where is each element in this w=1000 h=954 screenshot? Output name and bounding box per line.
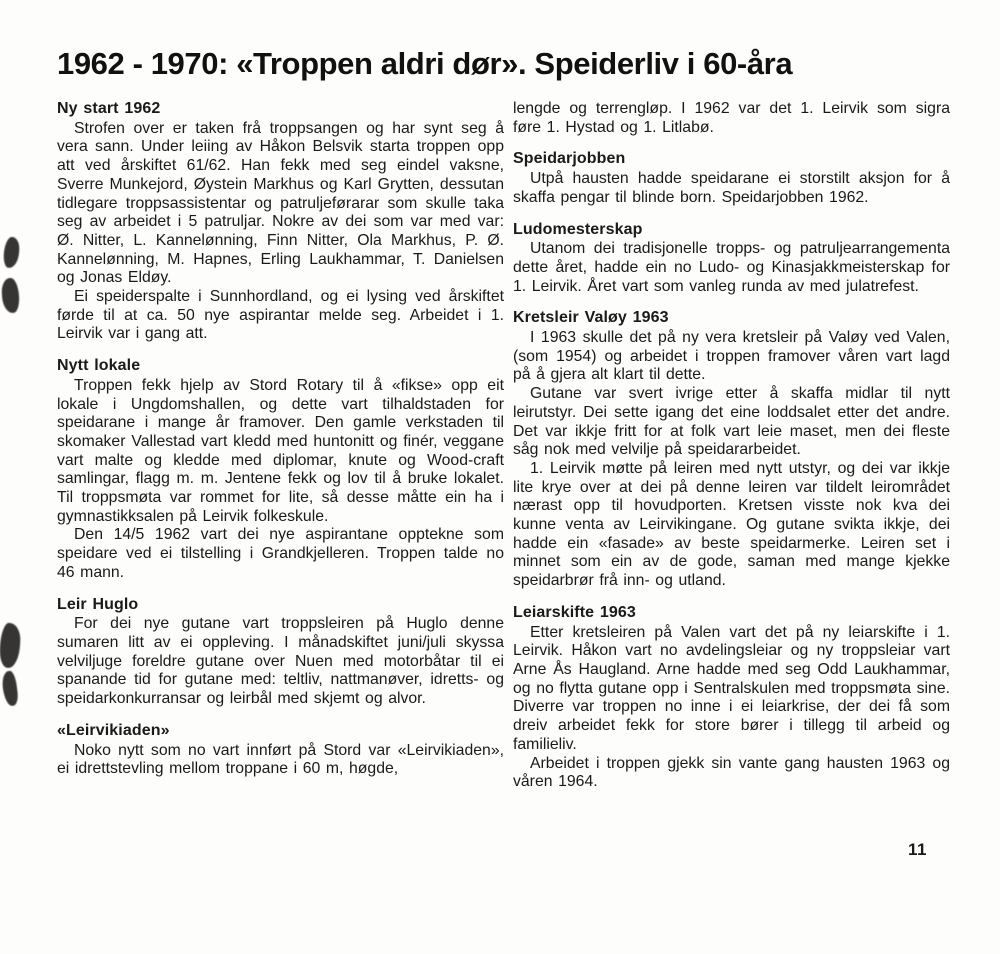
ink-smudge-mark xyxy=(1,277,20,313)
paragraph: 1. Leirvik møtte på leiren med nytt utstyr, og dei var ikkje lite krye over at dei på denne leiren var tildelt leirområdet nærast opp til hovudporten. Kretsen visste nok kva dei kunne venta av Leirvikingane. Og gutane svikta ikkje, dei hadde ein «fasade» av beste speidarmerke. Leiren set i minnet som ein av de gode, saman med mange kjekke speidarbrør frå inn- og utland. xyxy=(513,459,950,590)
section-heading: Leiarskifte 1963 xyxy=(513,603,636,621)
section-heading: Ny start 1962 xyxy=(57,100,161,117)
paragraph: Utanom dei tradisjonelle tropps- og patruljearrangementa dette året, hadde ein no Ludo- og Kinasjakkmeisterskap for 1. Leirvik. Året vart som vanleg runda av med julatrefest. xyxy=(513,240,950,295)
paragraph: I 1963 skulle det på ny vera kretsleir på Valøy ved Valen, (som 1954) og arbeidet i troppen framover våren vart lagd på å gjera alt klart til dette. xyxy=(513,329,950,384)
paragraph-continuation: lengde og terrengløp. I 1962 var det 1. Leirvik som sigra føre 1. Hystad og 1. Litlabø. xyxy=(513,100,950,136)
paragraph: Troppen fekk hjelp av Stord Rotary til å «fikse» opp eit lokale i Ungdomshallen, og dette vart tilhaldstaden for speidarane i mange år framover. Den gamle verkstaden til skomaker Vallestad vart kledd med huntonitt og finér, veggane vart malte og kledde med diplomar, knute og Wood-craft samlingar, flagg m. m. Jentene fekk og lov til å bruke lokalet. Til troppsmøta var rommet for lite, så desse måtte ein ha i gymnastikksalen på Leirvik folkeskule. xyxy=(57,376,504,525)
section-heading: Ludomesterskap xyxy=(513,220,643,238)
left-column xyxy=(57,100,504,792)
section-heading: Kretsleir Valøy 1963 xyxy=(513,309,669,327)
ink-smudge-mark xyxy=(1,670,19,706)
paragraph: Ei speiderspalte i Sunnhordland, og ei lysing ved årskiftet førde til at ca. 50 nye aspirantar melde seg. Arbeidet i 1. Leirvik var i gang att. xyxy=(57,288,504,343)
section-heading: Speidarjobben xyxy=(513,150,626,168)
paragraph: For dei nye gutane vart troppsleiren på Huglo denne sumaren litt av ei oppleving. I månadskiftet juni/juli skyssa velviljuge foreldre gutane over Nuen med motorbåtar til ei spanande tid for gutane med: teltliv, nattmanøver, idretts- og speidarkonkurransar og leirbål med skjemt og alvor. xyxy=(57,615,504,708)
right-column xyxy=(513,100,950,792)
ink-smudge-mark xyxy=(2,236,20,268)
section-heading: Nytt lokale xyxy=(57,357,141,375)
page-number: 11 xyxy=(908,840,927,859)
paragraph: Strofen over er taken frå troppsangen og har synt seg å vera sann. Under leiing av Håkon Belsvik starta troppen opp att ved årskiftet 61/62. Han fekk med seg eindel vaksne, Sverre Munkejord, Øystein Markhus og Karl Grytten, dessutan tidlegare troppsassistentar og patruljeførarar som skulle taka seg av arbeidet i 5 patruljar. Nokre av dei som var med var: Ø. Nitter, L. Kannelønning, Finn Nitter, Ola Markhus, P. Ø. Kannelønning, M. Hapnes, Erling Laukhammar, T. Danielsen og Jonas Eldøy. xyxy=(57,119,504,287)
paragraph: Gutane var svert ivrige etter å skaffa midlar til nytt leirutstyr. Dei sette igang det eine loddsalet etter det andre. Det var ikkje fritt for at folk vart leie maset, men dei fleste såg nok med velvilje på speidararbeidet. xyxy=(513,385,950,459)
section-heading: Leir Huglo xyxy=(57,595,139,613)
paragraph: Utpå hausten hadde speidarane ei storstilt aksjon for å skaffa pengar til blinde born. Speidarjobben 1962. xyxy=(513,170,950,206)
text-columns xyxy=(57,100,950,792)
paragraph: Arbeidet i troppen gjekk sin vante gang hausten 1963 og våren 1964. xyxy=(513,754,950,791)
paragraph: Etter kretsleiren på Valen vart det på ny leiarskifte i 1. Leirvik. Håkon vart no avdelingsleiar og ny troppsleiar vart Arne Ås Haugland. Arne hadde med seg Odd Laukhammar, og no flytta gutane opp i Sentralskulen med troppsmøta sine. Diverre var troppen no inne i ei leiarkrise, der dei få som dreiv arbeidet fekk for store bører i tillegg til arbeid og familieliv. xyxy=(513,623,950,753)
ink-smudge-mark xyxy=(0,623,21,669)
paragraph: Den 14/5 1962 vart dei nye aspirantane opptekne som speidare ved ei tilstelling i Grandkjelleren. Troppen talde no 46 mann. xyxy=(57,526,504,581)
page-title: 1962 - 1970: «Troppen aldri dør». Speiderliv i 60-åra xyxy=(57,46,793,81)
paragraph: Noko nytt som no vart innført på Stord var «Leirvikiaden», ei idrettstevling mellom troppane i 60 m, høgde, xyxy=(57,741,504,778)
section-heading: «Leirvikiaden» xyxy=(57,721,170,739)
